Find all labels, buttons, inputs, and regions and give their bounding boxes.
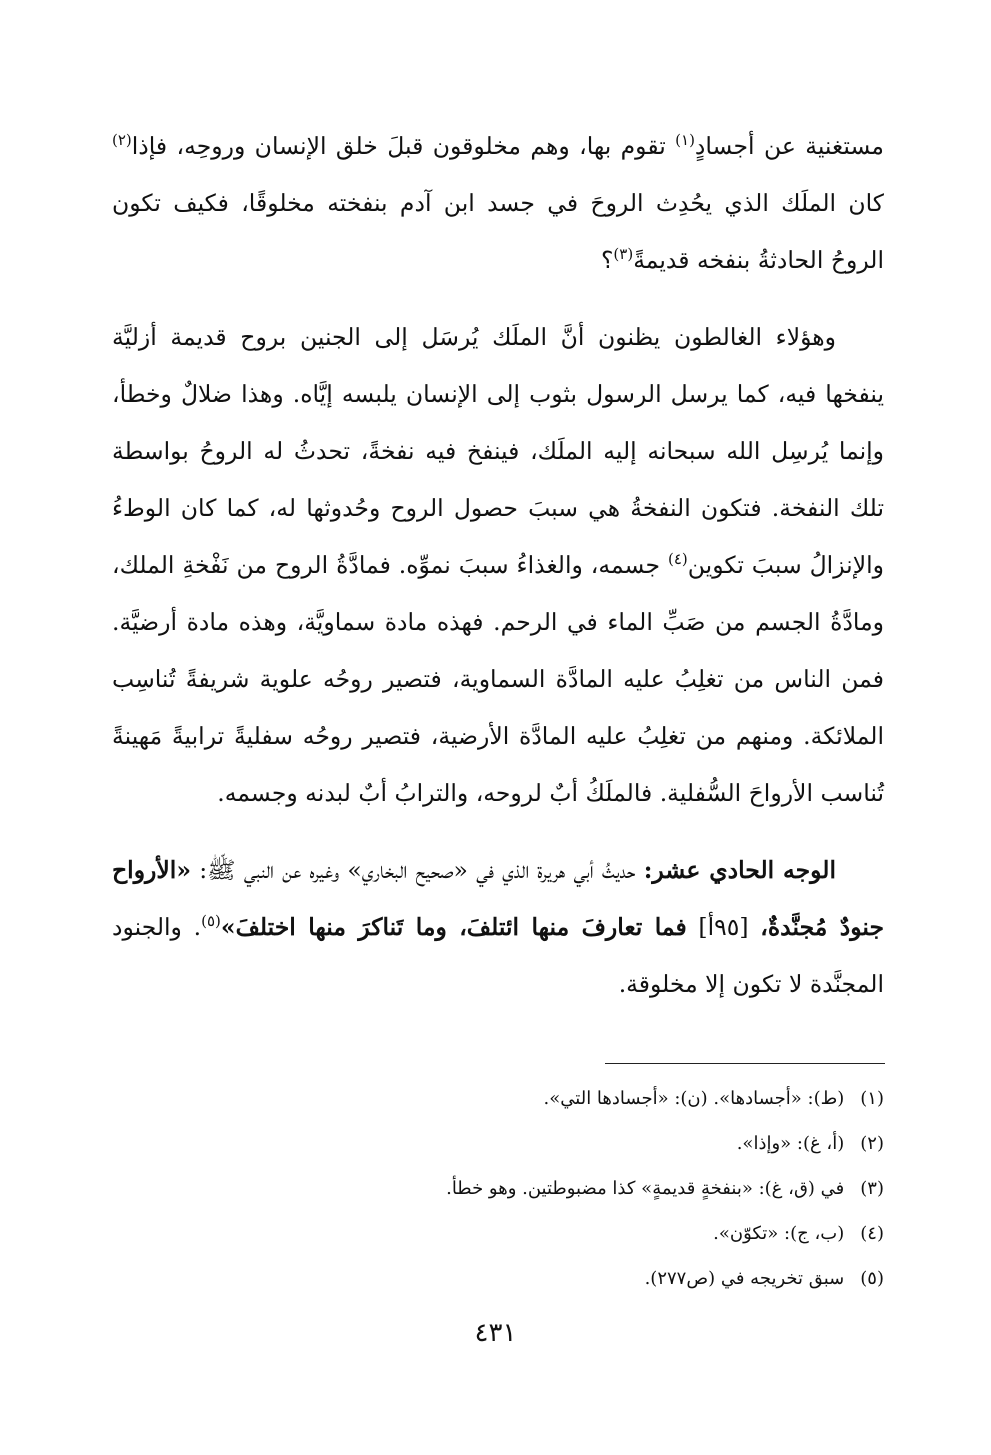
footnote-text: في (ق، غ): «بنفخةٍ قديمةٍ» كذا مضبوطتين. وهو خطأ. (446, 1178, 845, 1199)
footnote-divider (605, 1063, 885, 1064)
footnote-number: (٤) (860, 1223, 884, 1244)
footnote-number: (١) (860, 1088, 884, 1109)
footnote-ref-3: (٣) (613, 245, 634, 264)
paragraph-2-text-a: وهؤلاء الغالطون يظنون أنَّ الملَك يُرسَل إلى الجنين بروح قديمة أزليَّة ينفخها فيه، كما يرسل الرسول بثوب إلى الإنسان يلبسه إيَّاه. وهذا ضلالٌ وخطأ، وإنما يُرسِل الله سبحانه إليه الملَك، فينفخ فيه نفخةً، تحدثُ له الروحُ بواسطة تلك النفخة. فتكون النفخةُ هي سببَ حصول الروح وحُدوثها له، كما كان الوطءُ والإنزالُ سببَ تكوين (112, 323, 885, 579)
footnote-item (112, 1166, 884, 1211)
paragraph-1-text-c: كان الملَك الذي يحُدِث الروحَ في جسد ابن آدم بنفخته مخلوقًا، فكيف تكون الروحُ الحادثةُ بنفخه قديمةً (112, 189, 884, 274)
hadith-quote-part-1: «الأرواح جنودٌ مُجنَّدةٌ، (112, 856, 884, 941)
hadith-quote-part-2: فما تعارفَ منها ائتلفَ، وما تَناكرَ منها اختلفَ» (220, 913, 687, 941)
manuscript-folio-marker: [٩٥أ] (686, 913, 761, 941)
footnote-ref-2: (٢) (112, 131, 132, 150)
footnote-ref-4: (٤) (668, 550, 688, 569)
paragraph-1 (112, 118, 884, 289)
paragraph-1-text-b: تقوم بها، وهم مخلوقون قبلَ خلق الإنسان وروحِه، فإذا (131, 132, 676, 160)
footnote-ref-5: (٥) (201, 912, 221, 931)
section-heading: الوجه الحادي عشر: (643, 856, 836, 884)
paragraph-2-text-b: جسمه، والغذاءُ سببَ نموِّه. فمادَّةُ الروح من نَفْخةِ الملك، ومادَّةُ الجسم من صَبِّ الماء في الرحم. فهذه مادة سماويَّة، وهذه مادة أرضيَّة. فمن الناس من تغلِبُ عليه المادَّة السماوية، فتصير روحُه علوية شريفةً تُناسِب الملائكة. ومنهم من تغلِبُ عليه المادَّة الأرضية، فتصير روحُه سفليةً ترابيةً مَهينةً تُناسب الأرواحَ السُّفلية. فالملَكُ أبٌ لروحه، والترابُ أبٌ لبدنه وجسمه. (112, 551, 884, 807)
footnote-number: (٣) (860, 1178, 884, 1199)
paragraph-1-text-d: ؟ (600, 246, 614, 274)
paragraph-3-text-a: حديثُ أبي هريرة الذي في «صحيح البخاري» وغيره عن النبي ﷺ: (191, 856, 644, 884)
footnote-text: (ب، ج): «تكوّن». (713, 1223, 845, 1244)
page-number: ٤٣١ (474, 1318, 517, 1348)
footnote-item (112, 1076, 884, 1121)
footnotes (112, 1076, 884, 1301)
paragraph-3-text-b: . والجنود المجنَّدة لا تكون إلا مخلوقة. (112, 913, 884, 998)
main-text (112, 118, 884, 1013)
footnote-item (112, 1211, 884, 1256)
paragraph-1-text-a: مستغنية عن أجسادٍ (694, 132, 884, 160)
footnote-item (112, 1121, 884, 1166)
footnote-text: (ط): «أجسادها». (ن): «أجسادها التي». (543, 1088, 845, 1109)
footnote-number: (٢) (860, 1133, 884, 1154)
footnote-ref-1: (١) (675, 131, 695, 150)
footnote-text: سبق تخريجه في (ص٢٧٧). (644, 1268, 845, 1289)
footnote-text: (أ، غ): «وإذا». (736, 1133, 845, 1154)
footnote-number: (٥) (860, 1268, 884, 1289)
paragraph-2 (112, 309, 884, 822)
paragraph-3 (112, 842, 884, 1013)
footnote-item (112, 1256, 884, 1301)
